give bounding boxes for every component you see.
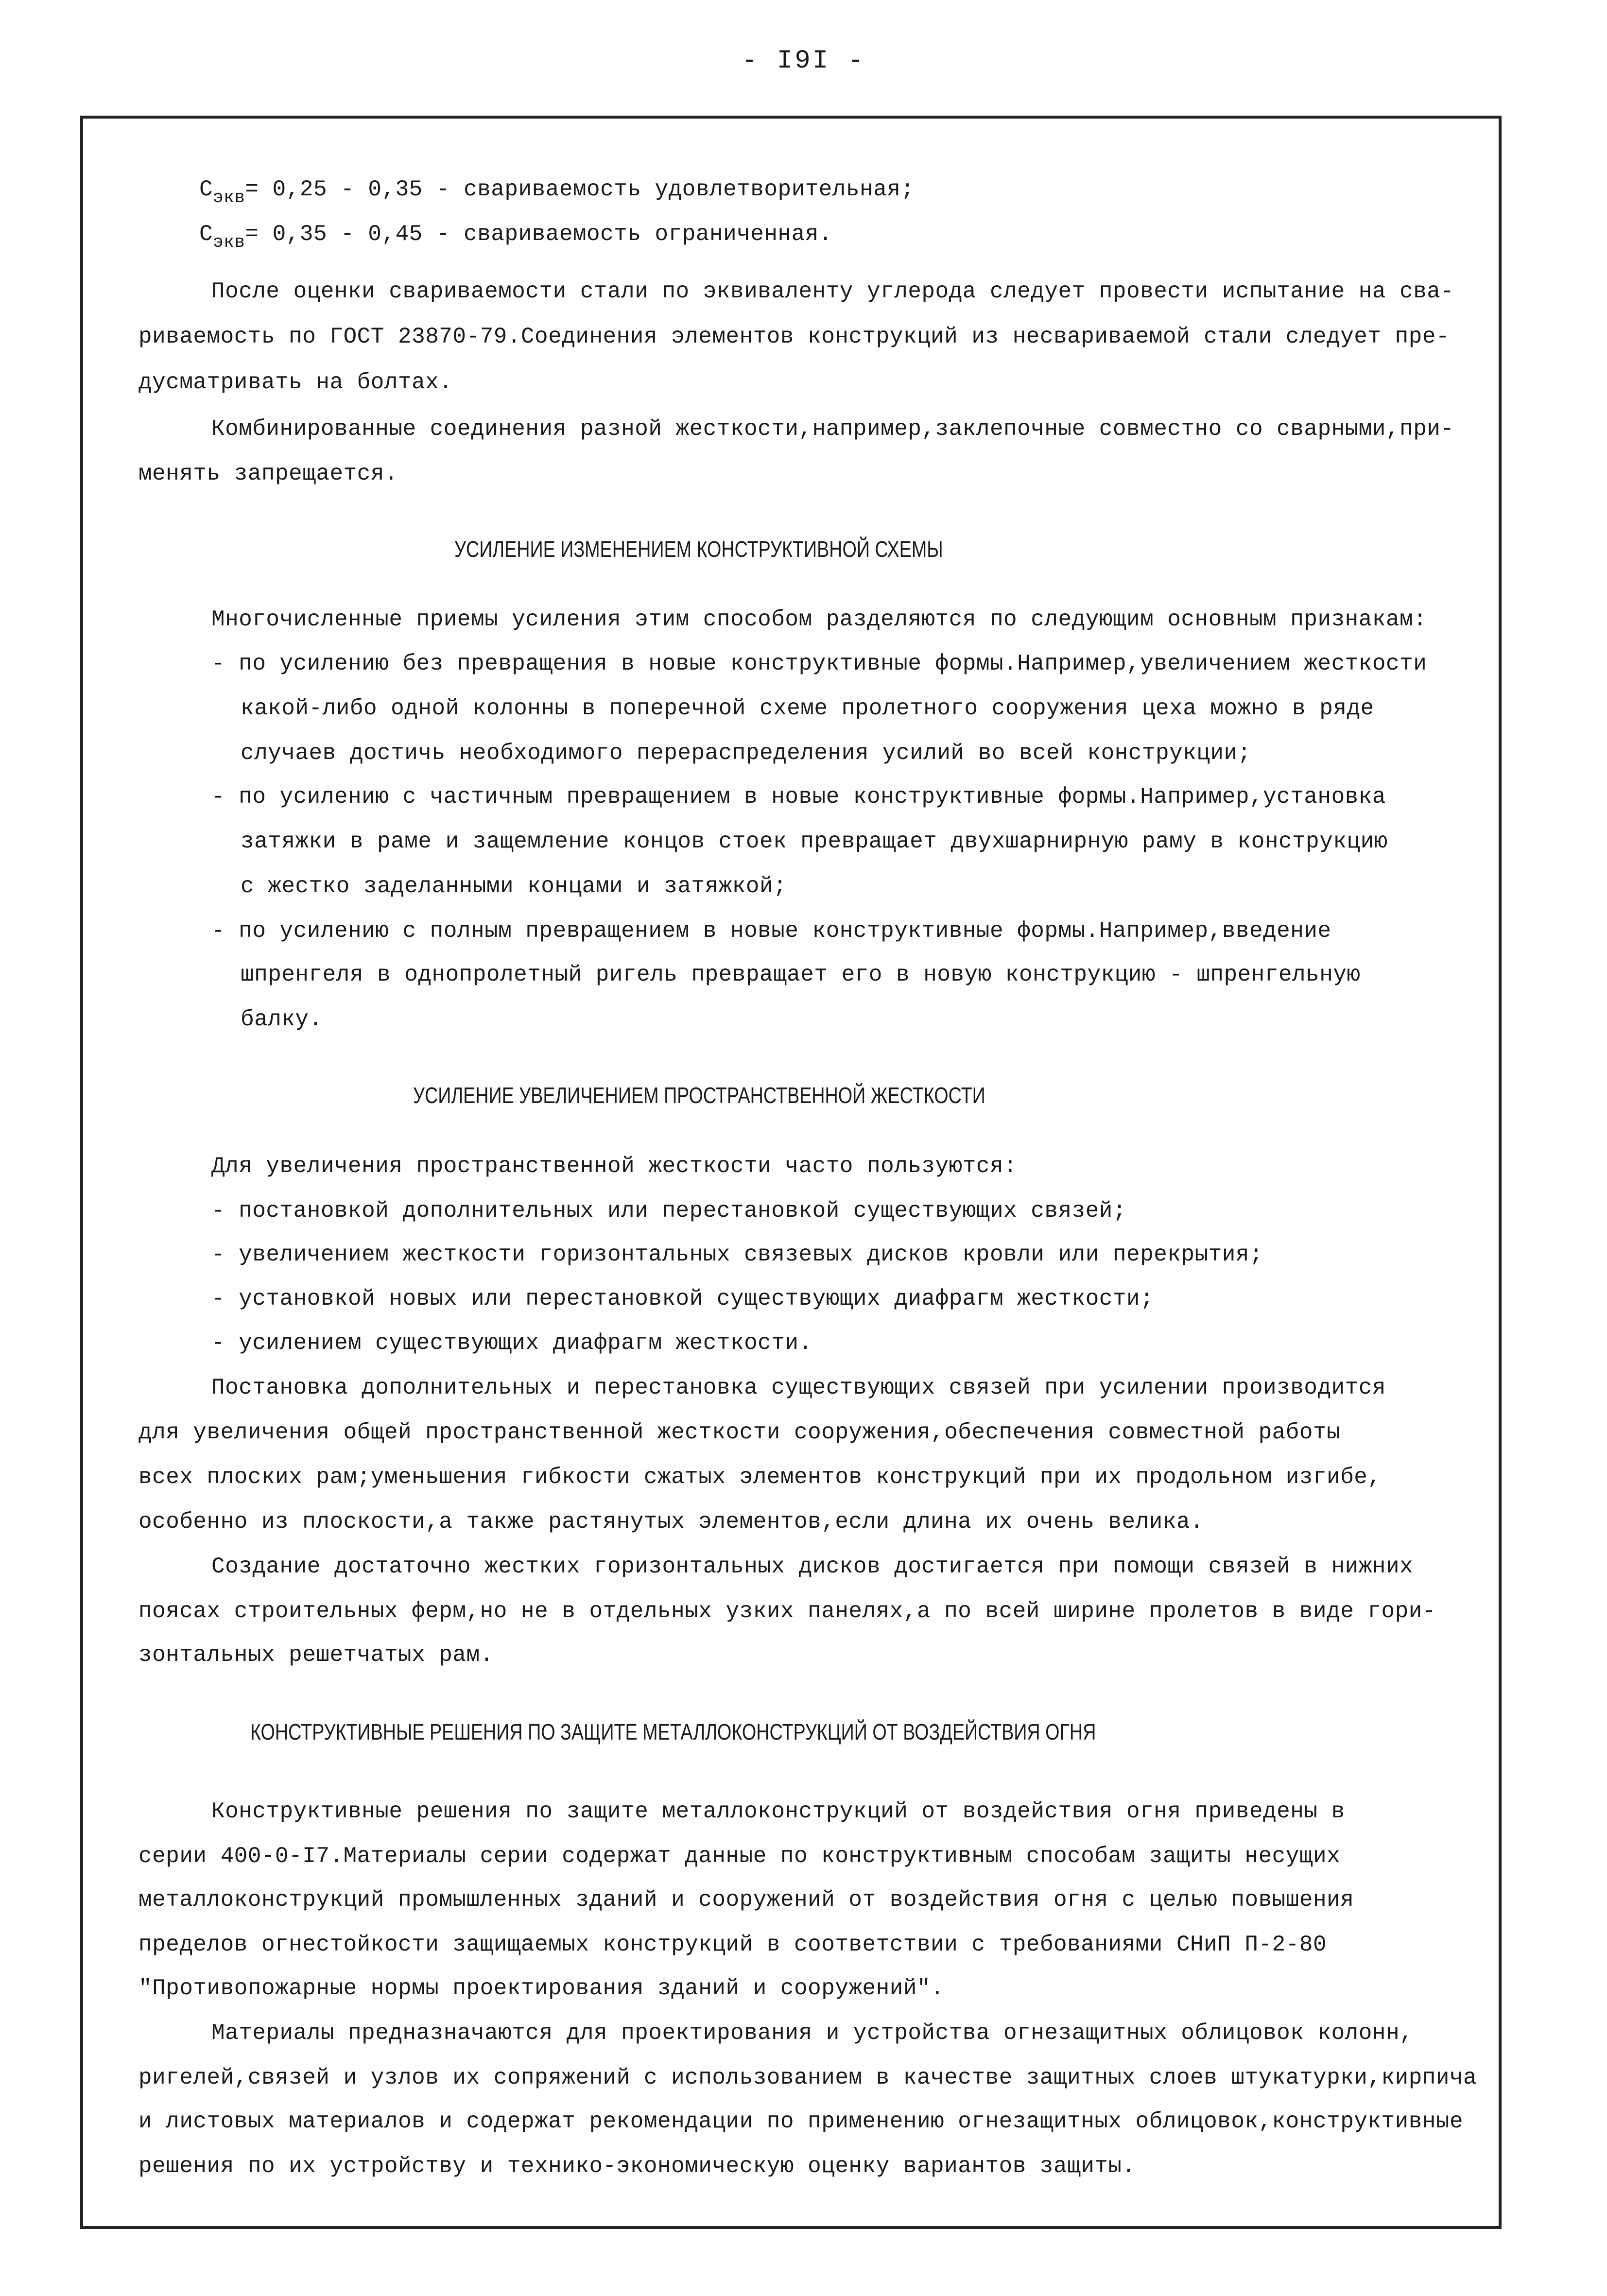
formula-symbol: C <box>199 177 213 202</box>
section1-heading: УСИЛЕНИЕ ИЗМЕНЕНИЕМ КОНСТРУКТИВНОЙ СХЕМЫ <box>454 536 943 562</box>
section1-line-4: случаев достичь необходимого перераспределения усилий во всей конструкции; <box>241 741 1251 766</box>
page-number: - I9I - <box>742 46 865 76</box>
section2-line-5: - усилением существующих диафрагм жесткости. <box>211 1330 812 1356</box>
formula-subscript: экв <box>213 232 245 252</box>
section1-line-10: балку. <box>241 1007 323 1032</box>
formula-symbol: C <box>199 222 213 247</box>
section3-line-6: Материалы предназначаются для проектирования и устройства огнезащитных облицовок колонн, <box>211 2020 1414 2046</box>
section2-line-9: особенно из плоскости,а также растянутых элементов,если длина их очень велика. <box>138 1509 1204 1535</box>
para2-line-1: Комбинированные соединения разной жесткости,например,заклепочные совместно со сварными,при- <box>211 416 1454 442</box>
section1-line-6: затяжки в раме и защемление концов стоек превращает двухшарнирную раму в конструкцию <box>241 829 1388 854</box>
formula-line-1 <box>199 175 915 212</box>
section2-line-7: для увеличения общей пространственной жесткости сооружения,обеспечения совместной работы <box>138 1420 1341 1445</box>
section2-line-3: - увеличением жесткости горизонтальных связевых дисков кровли или перекрытия; <box>211 1242 1263 1267</box>
section3-line-4: пределов огнестойкости защищаемых конструкций в соответствии с требованиями СНиП П-2-80 <box>138 1932 1327 1957</box>
section2-line-12: зонтальных решетчатых рам. <box>138 1642 494 1668</box>
section3-line-3: металлоконструкций промышленных зданий и сооружений от воздействия огня с целью повышения <box>138 1887 1354 1913</box>
section2-line-2: - постановкой дополнительных или перестановкой существующих связей; <box>211 1198 1127 1224</box>
para1-line-1: После оценки свариваемости стали по эквиваленту углерода следует провести испытание на сва- <box>211 279 1454 304</box>
section1-line-8: - по усилению с полным превращением в новые конструктивные формы.Например,введение <box>211 918 1331 944</box>
para1-line-3: дусматривать на болтах. <box>138 370 453 395</box>
section1-line-9: шпренгеля в однопролетный ригель превращает его в новую конструкцию - шпренгельную <box>241 962 1361 987</box>
para2-line-2: менять запрещается. <box>138 461 398 486</box>
formula-subscript: экв <box>213 188 245 207</box>
section2-line-1: Для увеличения пространственной жесткости часто пользуются: <box>211 1154 1018 1179</box>
section1-line-1: Многочисленные приемы усиления этим способом разделяются по следующим основным признакам: <box>211 607 1427 632</box>
section1-line-5: - по усилению с частичным превращением в новые конструктивные формы.Например,установка <box>211 784 1386 810</box>
section2-line-10: Создание достаточно жестких горизонтальных дисков достигается при помощи связей в нижних <box>211 1554 1414 1579</box>
section1-line-2: - по усилению без превращения в новые конструктивные формы.Например,увеличением жесткости <box>211 651 1427 676</box>
section2-line-11: поясах строительных ферм,но не в отдельных узких панелях,а по всей ширине пролетов в виде гори- <box>138 1599 1436 1624</box>
section3-line-1: Конструктивные решения по защите металлоконструкций от воздействия огня приведены в <box>211 1799 1345 1824</box>
formula-line-2 <box>199 220 832 257</box>
section3-line-5: "Противопожарные нормы проектирования зданий и сооружений". <box>138 1976 945 2001</box>
section1-line-3: какой-либо одной колонны в поперечной схеме пролетного сооружения цеха можно в ряде <box>241 696 1374 721</box>
section2-heading: УСИЛЕНИЕ УВЕЛИЧЕНИЕМ ПРОСТРАНСТВЕННОЙ ЖЕСТКОСТИ <box>413 1083 985 1108</box>
formula-text: = 0,35 - 0,45 - свариваемость ограниченная. <box>245 222 832 247</box>
para1-line-2: риваемость по ГОСТ 23870-79.Соединения элементов конструкций из несвариваемой стали следует пре- <box>138 324 1450 349</box>
section2-line-4: - установкой новых или перестановкой существующих диафрагм жесткости; <box>211 1286 1154 1312</box>
section3-line-9: решения по их устройству и технико-экономическую оценку вариантов защиты. <box>138 2154 1136 2179</box>
section2-line-8: всех плоских рам;уменьшения гибкости сжатых элементов конструкций при их продольном изгибе, <box>138 1465 1382 1490</box>
section1-line-7: с жестко заделанными концами и затяжкой; <box>241 874 787 899</box>
section3-line-7: ригелей,связей и узлов их сопряжений с использованием в качестве защитных слоев штукатурки,кирпича <box>138 2065 1477 2090</box>
formula-text: = 0,25 - 0,35 - свариваемость удовлетворительная; <box>245 177 915 202</box>
section3-line-8: и листовых материалов и содержат рекомендации по применению огнезащитных облицовок,конструктивные <box>138 2109 1464 2134</box>
section3-line-2: серии 400-0-I7.Материалы серии содержат данные по конструктивным способам защиты несущих <box>138 1844 1341 1869</box>
section2-line-6: Постановка дополнительных и перестановка существующих связей при усилении производится <box>211 1375 1386 1400</box>
section3-heading: КОНСТРУКТИВНЫЕ РЕШЕНИЯ ПО ЗАЩИТЕ МЕТАЛЛОКОНСТРУКЦИЙ ОТ ВОЗДЕЙСТВИЯ ОГНЯ <box>250 1719 1096 1744</box>
